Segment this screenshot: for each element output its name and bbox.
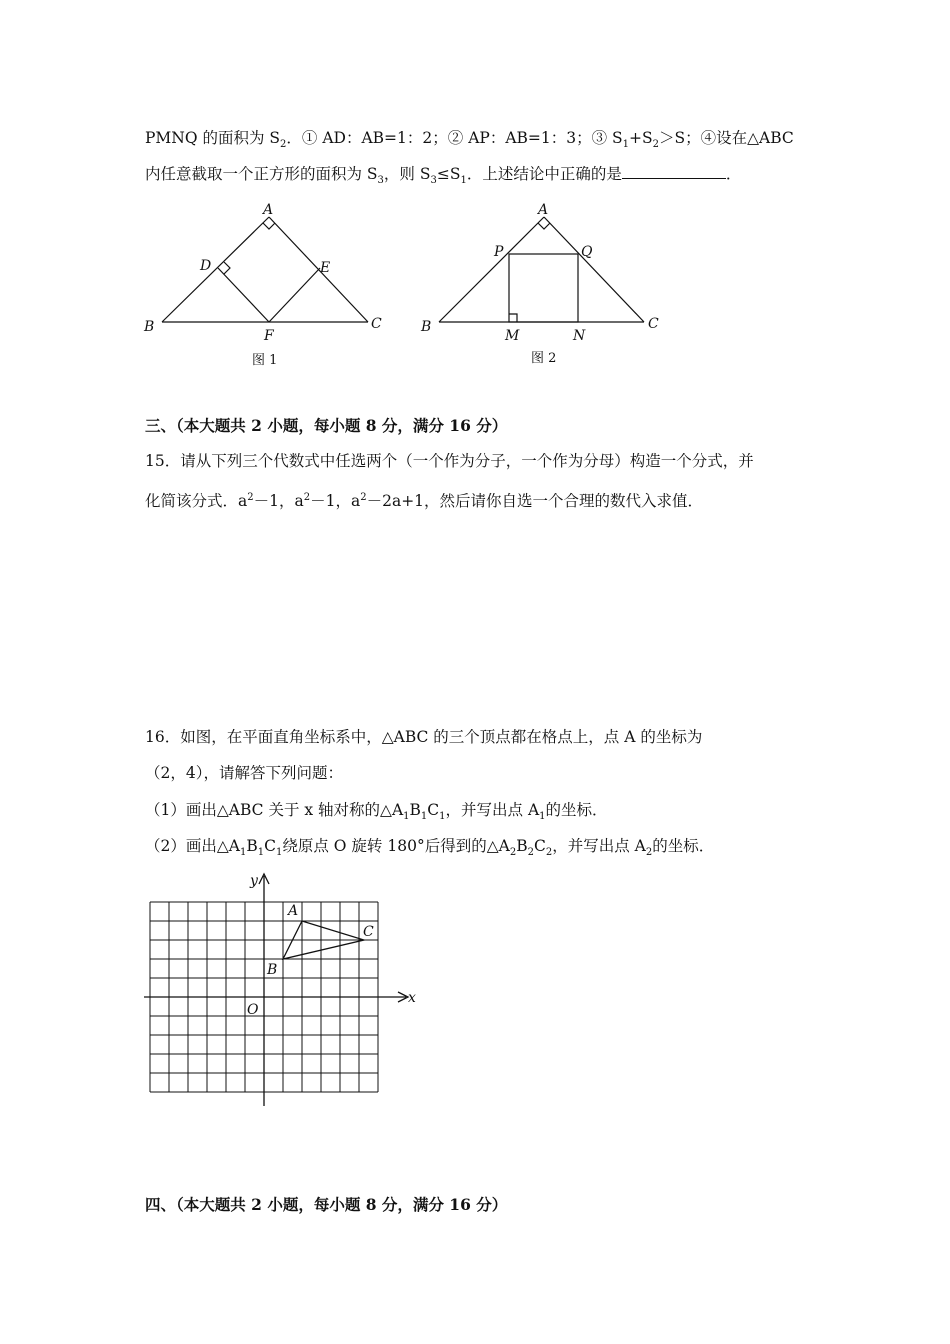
point-label-c: C (363, 924, 374, 940)
coordinate-grid (140, 868, 430, 1118)
problem15-line1: 15．请从下列三个代数式中任选两个（一个作为分子，一个作为分母）构造一个分式，并 (145, 452, 754, 470)
problem16-line1: 16．如图，在平面直角坐标系中，△ABC 的三个顶点都在格点上，点 A 的坐标为 (145, 728, 703, 746)
answer-blank[interactable] (622, 164, 726, 179)
fig2-right-angle-m (509, 314, 517, 322)
fig1-right-angle-a (263, 223, 275, 229)
problem16-q1: （1）画出△ABC 关于 x 轴对称的$\triangle A_1B_1C_1$，并写出点 $A_1$的坐标． (145, 801, 608, 823)
problem16-q2: （2）画出$\triangle A_1B_1C_1$绕原点 O 旋转 180°后得到的$\triangle A_2B_2C_2$，并写出点 $A_2$的坐标． (145, 837, 715, 859)
figure-1 (140, 200, 400, 372)
fig1-label-a: A (263, 202, 274, 218)
axis-label-x: x (408, 990, 416, 1006)
fig1-label-d: D (200, 258, 212, 274)
fig2-label-q: Q (581, 244, 593, 260)
fig1-right-angle-d (224, 262, 230, 274)
fig2-square-pmnq (509, 254, 578, 322)
origin-label: O (247, 1002, 259, 1018)
fig2-side-ab (439, 217, 544, 322)
problem14-line1: PMNQ 的面积为 $S_2$．① AD：AB=1：2；② AP：AB=1：3；③ $S_1+S_2>S$；④设在△ABC (145, 129, 794, 151)
fig2-label-m: M (505, 328, 520, 344)
figure-2 (415, 200, 675, 372)
axis-label-y: y (250, 873, 258, 889)
fig2-side-ac (544, 217, 644, 322)
problem14-line2: 内任意截取一个正方形的面积为 $S_3$，则 $S_3\le S_1$．上述结论中正确的是 ． (145, 165, 742, 187)
fig2-right-angle-a (538, 223, 550, 229)
fig2-label-b: B (421, 319, 432, 335)
fig1-label-e: E (320, 260, 331, 276)
fig2-label-a: A (538, 202, 549, 218)
fig1-caption: 图 1 (252, 353, 278, 368)
section3-heading: 三、（本大题共 2 小题，每小题 8 分，满分 16 分） (145, 416, 508, 435)
fig1-segment-fe (269, 268, 320, 322)
fig1-label-b: B (144, 319, 155, 335)
point-label-a: A (288, 903, 299, 919)
fig2-label-n: N (573, 328, 586, 344)
fig1-segment-df (218, 268, 269, 322)
fig1-label-c: C (371, 316, 382, 332)
point-label-b: B (267, 962, 278, 978)
fig1-side-ab (162, 217, 269, 322)
problem16-line2: （2，4），请解答下列问题： (145, 764, 343, 782)
fig2-label-c: C (648, 316, 659, 332)
fig2-caption: 图 2 (531, 351, 557, 366)
fig1-label-f: F (264, 328, 274, 344)
section4-heading: 四、（本大题共 2 小题，每小题 8 分，满分 16 分） (145, 1195, 508, 1214)
fig2-label-p: P (494, 244, 504, 260)
problem15-line2: 化简该分式．$a^2-1$，$a^2-1$，$a^2-2a+1$，然后请你自选一个合理的数代入求值． (145, 492, 704, 511)
